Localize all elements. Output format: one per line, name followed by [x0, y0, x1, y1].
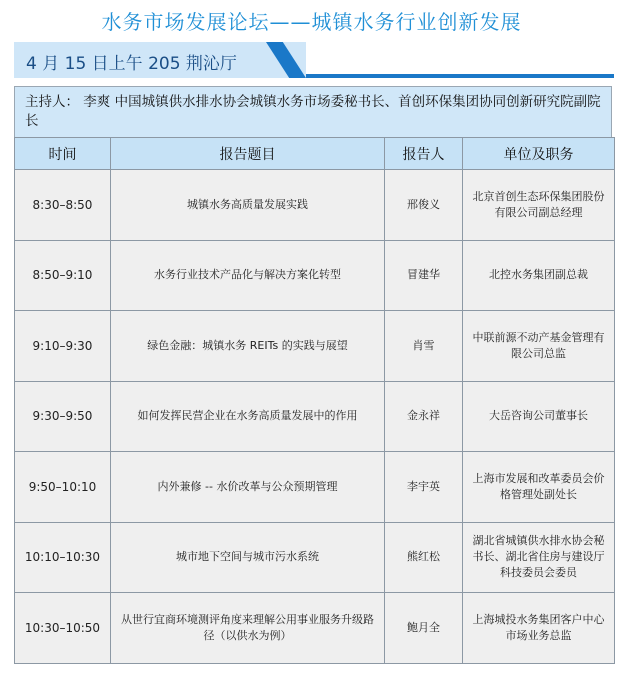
cell-topic: 如何发挥民营企业在水务高质量发展中的作用	[111, 381, 385, 452]
table-row	[15, 311, 615, 382]
session-tab-accent	[266, 42, 306, 78]
cell-speaker: 金永祥	[385, 381, 463, 452]
cell-org: 上海市发展和改革委员会价格管理处副处长	[463, 452, 615, 523]
cell-org: 大岳咨询公司董事长	[463, 381, 615, 452]
cell-topic: 水务行业技术产品化与解决方案化转型	[111, 240, 385, 311]
cell-time: 8:50–9:10	[15, 240, 111, 311]
cell-topic: 内外兼修 -- 水价改革与公众预期管理	[111, 452, 385, 523]
cell-topic: 城市地下空间与城市污水系统	[111, 522, 385, 593]
cell-speaker: 邢俊义	[385, 170, 463, 241]
cell-time: 9:50–10:10	[15, 452, 111, 523]
table-row	[15, 240, 615, 311]
header-topic: 报告题目	[111, 138, 385, 170]
cell-topic: 城镇水务高质量发展实践	[111, 170, 385, 241]
cell-speaker: 熊红松	[385, 522, 463, 593]
cell-org: 上海城投水务集团客户中心市场业务总监	[463, 593, 615, 664]
table-row	[15, 170, 615, 241]
cell-org: 湖北省城镇供水排水协会秘书长、湖北省住房与建设厅科技委员会委员	[463, 522, 615, 593]
page-title: 水务市场发展论坛——城镇水务行业创新发展	[101, 10, 522, 34]
table-header-row	[15, 138, 615, 170]
header-speaker: 报告人	[385, 138, 463, 170]
cell-topic: 绿色金融：城镇水务 REITs 的实践与展望	[111, 311, 385, 382]
schedule-table	[14, 137, 615, 664]
cell-time: 8:30–8:50	[15, 170, 111, 241]
cell-speaker: 肖雪	[385, 311, 463, 382]
cell-speaker: 李宇英	[385, 452, 463, 523]
header-org: 单位及职务	[463, 138, 615, 170]
cell-org: 北京首创生态环保集团股份有限公司副总经理	[463, 170, 615, 241]
host-info: 主持人： 李爽 中国城镇供水排水协会城镇水务市场委秘书长、首创环保集团协同创新研究院副院长	[14, 86, 612, 138]
cell-speaker: 冒建华	[385, 240, 463, 311]
cell-org: 中联前源不动产基金管理有限公司总监	[463, 311, 615, 382]
cell-topic: 从世行宜商环境测评角度来理解公用事业服务升级路径（以供水为例）	[111, 593, 385, 664]
cell-time: 9:30–9:50	[15, 381, 111, 452]
header-time: 时间	[15, 138, 111, 170]
table-row	[15, 381, 615, 452]
cell-time: 10:10–10:30	[15, 522, 111, 593]
session-tab	[14, 42, 306, 78]
cell-speaker: 鲍月全	[385, 593, 463, 664]
cell-org: 北控水务集团副总裁	[463, 240, 615, 311]
cell-time: 10:30–10:50	[15, 593, 111, 664]
table-row	[15, 522, 615, 593]
session-label: 4 月 15 日上午 205 荆沁厅	[26, 54, 237, 74]
table-row	[15, 452, 615, 523]
table-row	[15, 593, 615, 664]
cell-time: 9:10–9:30	[15, 311, 111, 382]
